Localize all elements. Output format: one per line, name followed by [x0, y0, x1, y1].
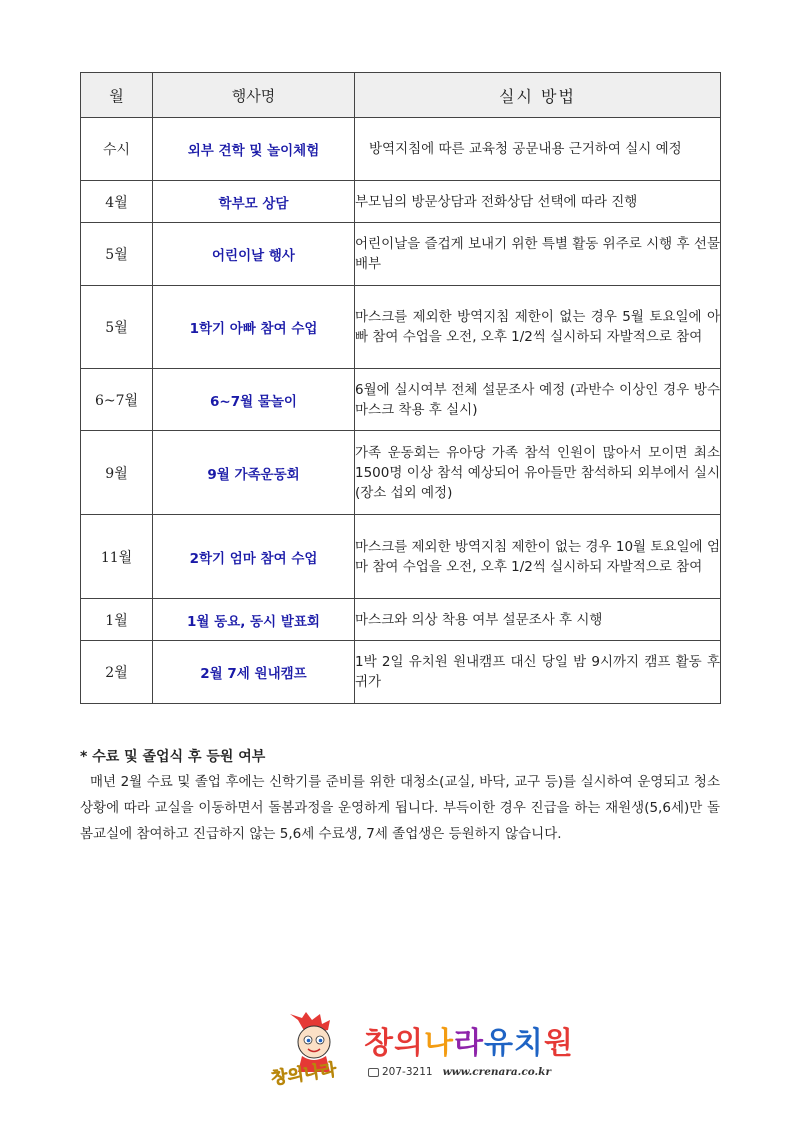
phone-number: 207-3211 — [382, 1066, 433, 1078]
row-month: 11월 — [81, 515, 153, 599]
table-row — [81, 641, 721, 704]
mascot-logo-icon — [268, 1012, 364, 1090]
table-row — [81, 599, 721, 641]
name-part: 유치 — [483, 1026, 544, 1061]
row-method: 1박 2일 유치원 원내캠프 대신 당일 밤 9시까지 캠프 활동 후 귀가 — [355, 641, 721, 704]
row-method: 마스크와 의상 착용 여부 설문조사 후 시행 — [355, 599, 721, 641]
name-part: 나 — [423, 1026, 454, 1061]
row-month: 9월 — [81, 431, 153, 515]
row-event: 1월 동요, 동시 발표회 — [153, 599, 355, 641]
header-method: 실시 방법 — [355, 73, 721, 118]
table-row — [81, 369, 721, 431]
row-method: 방역지침에 따른 교육청 공문내용 근거하여 실시 예정 — [355, 118, 721, 181]
row-event: 외부 견학 및 놀이체험 — [153, 118, 355, 181]
row-month: 6~7월 — [81, 369, 153, 431]
phone-icon — [368, 1068, 379, 1077]
table-row — [81, 223, 721, 286]
kindergarten-name — [364, 1018, 574, 1062]
row-month: 2월 — [81, 641, 153, 704]
row-method: 어린이날을 즐겁게 보내기 위한 특별 활동 위주로 시행 후 선물 배부 — [355, 223, 721, 286]
row-month: 5월 — [81, 223, 153, 286]
table-row — [81, 118, 721, 181]
row-event: 1학기 아빠 참여 수업 — [153, 286, 355, 369]
row-method: 6월에 실시여부 전체 설문조사 예정 (과반수 이상인 경우 방수 마스크 착용 후 실시) — [355, 369, 721, 431]
row-method: 부모님의 방문상담과 전화상담 선택에 따라 진행 — [355, 181, 721, 223]
notes-title: * 수료 및 졸업식 후 등원 여부 — [80, 749, 266, 765]
row-month: 5월 — [81, 286, 153, 369]
table-row — [81, 431, 721, 515]
row-method: 마스크를 제외한 방역지침 제한이 없는 경우 5월 토요일에 아빠 참여 수업을 오전, 오후 1/2씩 실시하되 자발적으로 참여 — [355, 286, 721, 369]
contact-line — [368, 1066, 551, 1078]
name-part: 창의 — [364, 1026, 424, 1061]
table-row — [81, 286, 721, 369]
table-header-row — [81, 73, 721, 118]
row-event: 2학기 엄마 참여 수업 — [153, 515, 355, 599]
notes-body: 매년 2월 수료 및 졸업 후에는 신학기를 준비를 위한 대청소(교실, 바닥, 교구 등)를 실시하여 운영되고 청소 상황에 따라 교실을 이동하면서 돌봄과정을 운영하게 됩니다. 부득이한 경우 진급을 하는 재원생(5,6세)만 돌봄교실에 참여하고 진급하지 않는 5,6세 수료생, 7세 졸업생은 등원하지 않습니다. — [80, 774, 720, 842]
table-row — [81, 181, 721, 223]
row-method: 가족 운동회는 유아당 가족 참석 인원이 많아서 모이면 최소 1500명 이상 참석 예상되어 유아들만 참석하되 외부에서 실시(장소 섭외 예정) — [355, 431, 721, 515]
name-part: 라 — [453, 1026, 484, 1061]
notes-section — [80, 746, 720, 847]
row-method: 마스크를 제외한 방역지침 제한이 없는 경우 10월 토요일에 엄마 참여 수업을 오전, 오후 1/2씩 실시하되 자발적으로 참여 — [355, 515, 721, 599]
mascot-text: 창의나라 — [269, 1060, 338, 1089]
row-event: 어린이날 행사 — [153, 223, 355, 286]
header-month: 월 — [81, 73, 153, 118]
name-part: 원 — [543, 1026, 574, 1061]
row-month: 4월 — [81, 181, 153, 223]
table-row — [81, 515, 721, 599]
kindergarten-logo — [268, 1012, 574, 1092]
row-event: 9월 가족운동회 — [153, 431, 355, 515]
row-event: 학부모 상담 — [153, 181, 355, 223]
row-event: 2월 7세 원내캠프 — [153, 641, 355, 704]
website-url: www.crenara.co.kr — [442, 1066, 551, 1078]
header-event: 행사명 — [153, 73, 355, 118]
schedule-table — [80, 72, 721, 704]
row-month: 1월 — [81, 599, 153, 641]
row-event: 6~7월 물놀이 — [153, 369, 355, 431]
row-month: 수시 — [81, 118, 153, 181]
